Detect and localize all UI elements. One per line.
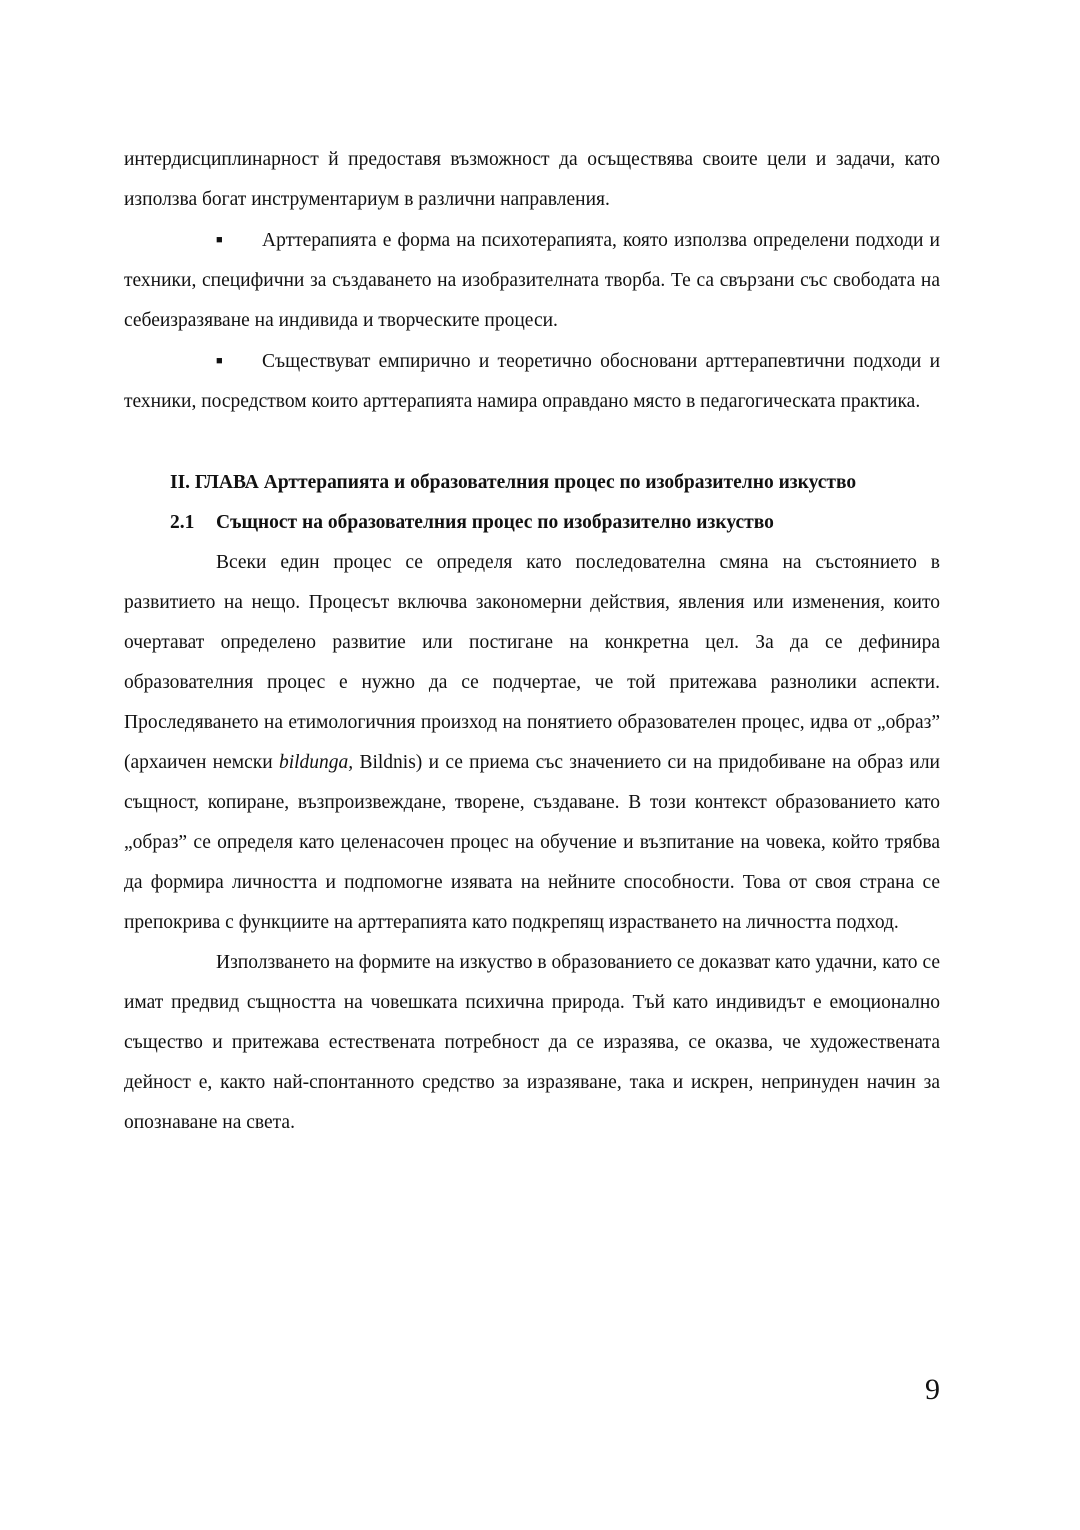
bullet-item-1 <box>124 220 940 341</box>
paragraph-text: Всеки един процес се определя като последователна смяна на състоянието в развитието на нещо. Процесът включва закономерни действия, явления или изменения, които очертават определено развитие или постигане на конкретна цел. За да се дефинира образователния процес е нужно да се подчертае, че той притежава разнолики аспекти. Проследяването на етимологичния произход на понятието образователен процес, идва от „образ” (архаичен немски <box>124 552 940 773</box>
body-paragraph-1 <box>124 543 940 943</box>
section-heading <box>124 503 940 543</box>
paragraph-text: Bildnis) и се приема със значението си на придобиване на образ или същност, копиране, възпроизвеждане, творене, създаване. В този контекст образованието като „образ” се определя като целенасочен процес на обучение и възпитание на човека, който трябва да формира личността и подпомогне изявата на нейните способности. Това от своя страна се препокрива с функциите на арттерапията като подкрепящ израстването на личността подход. <box>124 752 940 933</box>
italic-term: bildunga, <box>278 752 354 773</box>
intro-paragraph: интердисциплинарност й предоставя възможност да осъществява своите цели и задачи, като използва богат инструментариум в различни направления. <box>124 149 940 210</box>
bullet-text: Арттерапията е форма на психотерапията, която използва определени подходи и техники, специфични за създаването на изобразителната творба. Те са свързани със свободата на себеизразяване на индивида и творческите процеси. <box>124 230 940 331</box>
bullet-item-2 <box>124 341 940 422</box>
page-number: 9 <box>925 1373 940 1406</box>
chapter-title: II. ГЛАВА Арттерапията и образователния процес по изобразително изкуство <box>170 472 857 493</box>
section-title: Същност на образователния процес по изобразително изкуство <box>216 512 774 533</box>
square-bullet-icon: ■ <box>216 234 223 246</box>
document-page <box>124 140 940 1143</box>
section-number: 2.1 <box>170 512 195 533</box>
square-bullet-icon: ■ <box>216 355 223 367</box>
body-paragraph-2: Използването на формите на изкуство в образованието се доказват като удачни, като се имат предвид същността на човешката психична природа. Тъй като индивидът е емоционално същество и притежава естествената потребност да се изразява, се оказва, че художествената дейност е, както най-спонтанното средство за изразяване, така и искрен, непринуден начин за опознаване на света. <box>124 952 940 1133</box>
bullet-text: Съществуват емпирично и теоретично обосновани арттерапевтични подходи и техники, посредством които арттерапията намира оправдано място в педагогическата практика. <box>124 351 940 412</box>
